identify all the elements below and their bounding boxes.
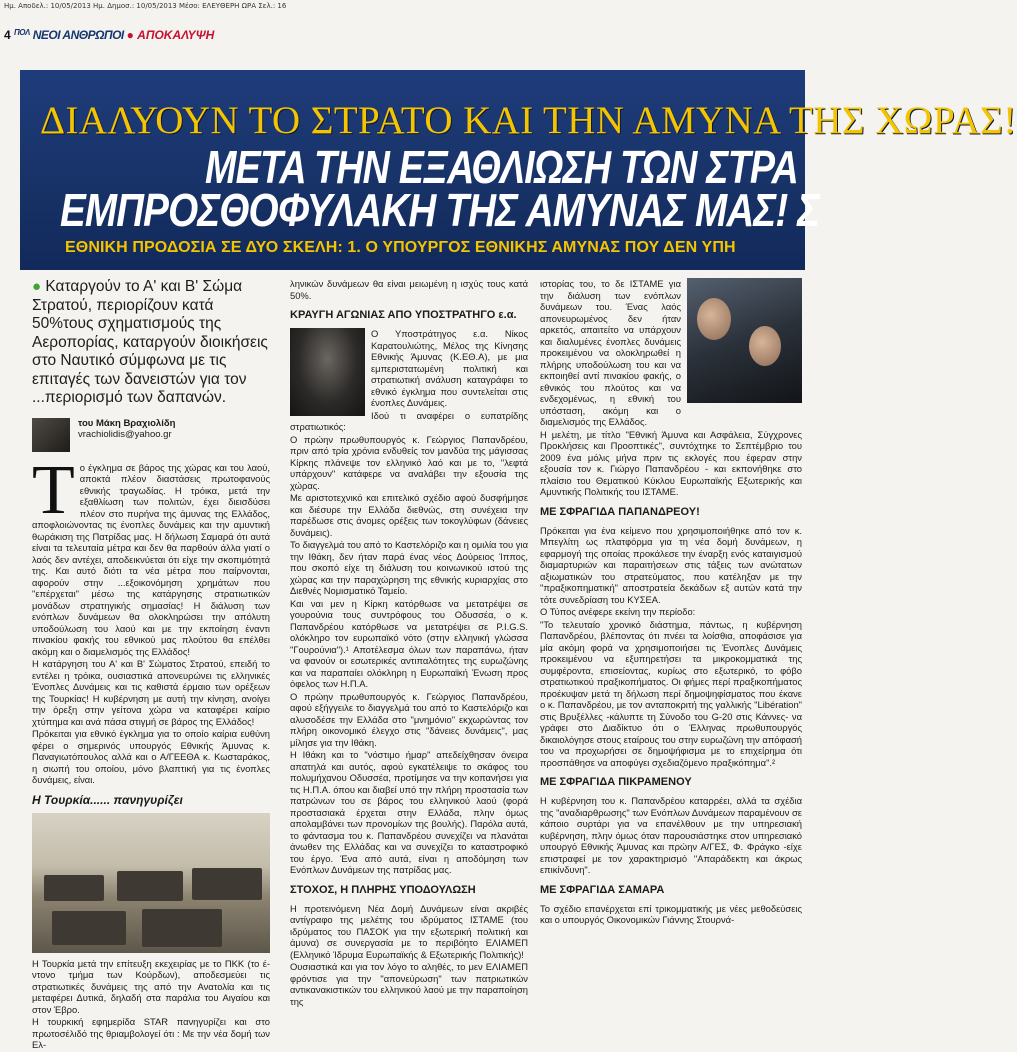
paragraph: Η προτεινόμενη Νέα Δομή Δυνάμεων είναι ακριβές αντίγραφο της μελέτης του ιδρύματος ΙΣΤΑΜΕ (του ιδρύματος του ΠΑΣΟΚ για την εξωτερική πολιτική και άμυνα) σε συνεργασία με το περιβόητο ΕΛΙΑΜΕΠ (Ελληνικό Ίδρυμα Ευρωπαϊκής & Εξωτερικής Πολιτικής)! [290, 902, 528, 960]
paragraph: Η κυβέρνηση του κ. Παπανδρέου καταρρέει, αλλά τα σχέδια της "αναδιαρθρωσης" των Ενόπλων Δυνάμεων παραμένουν σε κάποιο συρτάρι για να επανέλθουν με την υπηρεσιακή κυβέρνηση, πλην όμως όταν παρουσιάστηκε στον υπηρεσιακό υπουργό Εθνικής Άμυνας και πρώην Α/ΓΕΣ, Φ. Φράγκο -είχε επιστραφεί με τον χαρακτηρισμό "Απαράδεκτη και άκρως επικίνδυνη". [540, 795, 802, 875]
author-block [32, 418, 270, 452]
page-number: 4 [4, 28, 11, 42]
paragraph: Η μελέτη, με τίτλο "Εθνική Άμυνα και Ασφάλεια, Σύγχρονες Προκλήσεις και Προοπτικές", συντόχτηκε το Σεπτέμβριο του 2009 ένα μόλις μήνα πριν τις εκλογές που έφεραν στην εξουσία τον κ. Γιώργο Παπανδρέου - και εκπονήθηκε στο πλαίσιο του Θεματικού Κύκλου Ευρωπαϊκής Εξωτερικής και Αμυντικής Πολιτικής του ΙΣΤΑΜΕ. [540, 428, 802, 497]
article-column-3 [540, 278, 802, 927]
section-dot-icon: ● [126, 28, 134, 42]
author-photo [32, 418, 70, 452]
paragraph: ληνικών δυνάμεων θα είναι μειωμένη η ισχύς τους κατά 50%. [290, 278, 528, 301]
paragraph: Με αριστοτεχνικό και επιτελικό σχέδιο αφού δυσφήμησε και διέσυρε την Ελλάδα διεθνώς, στη συνέχεια την παρέδωσε στις άνομες ορέξεις των τοκογλύφων (δάνειες δυνάμεις). [290, 492, 528, 538]
article-column-1 [32, 278, 270, 1052]
author-email[interactable]: vrachiolidis@yahoo.gr [78, 429, 172, 440]
section-bar [4, 28, 214, 42]
bullet-icon: ● [32, 278, 42, 295]
article-column-2 [290, 278, 528, 1008]
photo-caption: Η Τουρκία μετά την επίτευξη εκεχειρίας με το ΠΚΚ (το έ-ντονο τμήμα των Κούρδων), αποδεσμεύει τις στρατιωτικές δυνάμεις της από την Ανατολία και τις μεταφέρει Δυτικά, δηλαδή στα παράλια του Αιγαίου και στον Έβρο. [32, 957, 270, 1015]
headline-line-1: ΔΙΑΛΥΟΥΝ ΤΟ ΣΤΡΑΤΟ ΚΑΙ ΤΗΝ ΑΜΥΝΑ ΤΗΣ ΧΩΡΑΣ! [40, 99, 1017, 142]
politicians-photo [687, 278, 802, 403]
newspaper-name: $^{\Pi O\Lambda}$ ΝΕΟΙ ΑΝΘΡΩΠΟΙ [14, 28, 124, 42]
newspaper-name-sup: ΠΟΛ [14, 28, 30, 37]
subhead-general: ΚΡΑΥΓΗ ΑΓΩΝΙΑΣ ΑΠΟ ΥΠΟΣΤΡΑΤΗΓΟ ε.α. [290, 309, 517, 321]
lede: ● Καταργούν το Α' και Β' Σώμα Στρατού, περιορίζουν κατά 50%τους σχηματισμούς της Αεροπορίας, καταργούν διοικήσεις στο Ναυτικό σύμφωνα με τις επιταγές των δανειστών για τον ...περιορισμό των δαπανών. [32, 278, 268, 406]
paragraph: ιστορίας του, το δε ΙΣΤΑΜΕ για την διάλυση των ενόπλων δυνάμεων του. Ένας λαός απονευρωμένος δεν ήταν αρκετός, απαιτείτο να υπάρχουν και διαλυμένες ένοπλες δυνάμεις προκειμένου να ολοκληρωθεί η πλήρης υποδούλωση του και να εκποιηθεί αντί πινακίου φακής, ο εθνικός του πλούτος και να ενδεχομένως, η εθνική του υπόσταση, ακόμη και ο διαμελισμός της Ελλάδος. [540, 278, 681, 427]
general-photo [290, 328, 365, 416]
paragraph: Τ ο έγκλημα σε βάρος της χώρας και του λαού, αποκτά πλέον διαστάσεις πρωτοφανούς εθνικής τραγωδίας. Η τρόικα, μετά την εξαθλίωση των πολιτών, έχει διεισδύσει πλέον στο πυρήνα της άμυνας της Ελλάδος, αποφλοιώνοντας τις ένοπλες δυνάμεις και την αμυντική θωράκιση της Πατρίδας μας. Η δήλωση Σαμαρά ότι αυτά είναι τα τελευταία μέτρα και δεν θα παρθούν άλλα γιατί ο λαός δεν αντέχει, αποδεικνύεται ότι είχε την σκοπιμότητά της. Και αυτό διότι τα νέα μέτρα που παίρνονται, αφορούν στην ...εξοικονόμηση χρημάτων που "επέρχεται" μέσω της κατάργησης στρατιωτικών μονάδων στρατηγικής σημασίας! Η διάλυση των ενόπλων δυνάμεων θα ολοκληρώσει την απόλυτη υποδούλωση του λαού και με την εκποίηση έναντι πινακίου φακής του εθνικού μας πλούτου θα επέλθει ακόμη και ο διαμελισμός της Ελλάδος! [32, 451, 270, 657]
paragraph: Πρόκειται για εθνικό έγκλημα για το οποίο καίρια ευθύνη φέρει ο σημερινός υπουργός Εθνικής Άμυνας κ. Παναγιωτόπουλος αλλά και ο Α/ΓΕΕΘΑ κ. Κωσταράκος, η σιωπή του οποίου, μόνο βλαπτική για τις ένοπλες δυνάμεις, είναι. [32, 728, 270, 785]
paragraph: Και ναι μεν η Κίρκη κατόρθωσε να μετατρέψει σε γουρούνια τους συντρόφους του Οδυσσέα, ο κ. Παπανδρέου κατόρθωσε να μετατρέψει σε P.I.G.S. ολόκληρο τον ευρωπαϊκό νότο (στην ελληνική γλώσσα "Γουρούνια").¹ Αποτέλεσμα όλων των παραπάνω, ήταν να φανούν οι εσωτερικές αντιπαλότητες της ευρωζώνης και να παραπαίει ολόκληρη η Ευρωπαϊκή Ένωση προς όφελος των Η.Π.Α. [290, 597, 528, 689]
clipping-metadata: Ημ. Αποδελ.: 10/05/2013 Ημ. Δημοσ.: 10/05/2013 Μέσο: ΕΛΕΥΘΕΡΗ ΩΡΑ Σελ.: 16 [4, 2, 287, 10]
paragraph: Ουσιαστικά και για τον λόγο το αληθές, το μεν ΕΛΙΑΜΕΠ φρόντισε για την "απονεύρωση" των πατριωτικών αντικανακιστικών του ελληνικού λαού με την παραποίηση της [290, 961, 528, 1007]
paragraph: Ο πρώην πρωθυπουργός κ. Γεώργιος Παπανδρέου, αφού εξήγγειλε το διαγγελμά του από το Καστελόριζο και αλυσοδέσε την Ελλάδα στο "μνημόνιο" εκχωρώντας τον πλήρη οικονομικό έλεγχο στις "δάνειες δυνάμεις", μας μίλησε για την Ιθάκη. [290, 690, 528, 748]
headline-line-2: ΜΕΤΑ ΤΗΝ ΕΞΑΘΛΙΩΣΗ ΤΩΝ ΣΤΡΑ [205, 141, 798, 193]
subhead-papandreou: ΜΕ ΣΦΡΑΓΙΔΑ ΠΑΠΑΝΔΡΕΟΥ! [540, 505, 700, 518]
subhead-turkey: Η Τουρκία...... πανηγυρίζει [32, 792, 183, 807]
author-name: του Μάκη Βραχιολίδη [78, 417, 176, 429]
drop-cap: Τ [32, 451, 75, 529]
paragraph: Το διαγγελμά του από το Καστελόριζο και η ομιλία του για την Ιθάκη, δεν ήταν παρά ένας νέος Δούρειος Ίππος, που σκοπό είχε τη διάλυση του κοινωνικού ιστού της χώρας και την παραχώρηση της εθνικής κυριαρχίας στο Διεθνές Νομισματικό Ταμείο. [290, 539, 528, 596]
paragraph: "Το τελευταίο χρονικό διάστημα, πάντως, η κυβέρνηση Παπανδρέου, βλέποντας ότι πνέει τα λοίσθια, αποφάσισε για μία ακόμη φορά να χρησιμοποιήσει τις Ένοπλες Δυνάμεις προκειμένου να εξυπηρετήσει τα μικροκομματικά της συμφέροντα, επισείοντας, κυρίως στο εξωτερικό, το φόβο στρατιωτικού πραξικοπήματος. Οι φήμες περί πραξικοπήματος προέκυψαν μετά τη δήλωση περί δημοψηφίσματος που έκανε ο κ. Παπανδρέου, με τον ανταποκριτή της γαλλικής "Libération" στις Βρυξέλλες -κάλυπτε τη Σύνοδο του G-20 στις Κάννες- να γράφει στο Διαδίκτυο ότι ο Έλληνας πρωθυπουργός δικαιολόγησε στους εταίρους του στην ευρωζώνη την απόφασή του να προχωρήσει σε δημοψήφισμα με το επιχείρημα ότι προσπάθησε να αποφύγει σχεδιαζόμενο πραξικόπημα".² [540, 618, 802, 768]
paragraph: Ο Υποστράτηγος ε.α. Νίκος Καρατουλιώτης, Μέλος της Κίνησης Εθνικής Άμυνας (Κ.ΕΘ.Α), με μια εμπεριστατωμένη πολιτική και στρατιωτική ανάλυση καταγράφει το εθνικό έγκλημα που συντελείται στις ένοπλες Δυνάμεις. [371, 328, 528, 408]
subhead-pikramenos: ΜΕ ΣΦΡΑΓΙΔΑ ΠΙΚΡΑΜΕΝΟΥ [540, 776, 692, 788]
section-label: ΑΠΟΚΑΛΥΨΗ [137, 28, 215, 42]
paragraph: Πρόκειται για ένα κείμενο που χρησιμοποιήθηκε από τον κ. Μπεγλίτη ως πλατφόρμα για τη νέα δομή δυνάμεων, η εφαρμογή της οποίας προκάλεσε την έναρξη ενός καταιγισμού διαμαρτυριών και παραιτήσεων στις τάξεις των ανώτατων αξιωματικών του στρατεύματος, που κατέληξαν με την "πραξικοπηματική" αποστρατεία δεκάδων εξ αυτών κατά την τότε συνεδρίαση του ΚΥΣΕΑ. [540, 524, 802, 605]
subhead-goal: ΣΤΟΧΟΣ, Η ΠΛΗΡΗΣ ΥΠΟΔΟΥΛΩΣΗ [290, 883, 476, 896]
paragraph: Η κατάργηση του Α' και Β' Σώματος Στρατού, επειδή το εντέλει η τρόικα, ουσιαστικά απονευρώνει τις ελληνικές Ένοπλες Δυνάμεις και τις καθιστά έρμαιο των ορέξεων της Τουρκίας! Η κυβέρνηση με αυτή την κίνηση, ανοίγει την όρεξη στην γείτονα χώρα να καταφέρει καίριο χτύπημα και ανά πάσα στιγμή σε βάρος της Ελλάδος! [32, 658, 270, 727]
subhead-samaras: ΜΕ ΣΦΡΑΓΙΔΑ ΣΑΜΑΡΑ [540, 883, 665, 896]
paragraph: Το σχέδιο επανέρχεται επί τρικομματικής με νέες μεθοδεύσεις και ο υπουργός Οικονομικών Γιάννης Στουρνά- [540, 902, 802, 925]
headline-subtitle: ΕΘΝΙΚΗ ΠΡΟΔΟΣΙΑ ΣΕ ΔΥΟ ΣΚΕΛΗ: 1. Ο ΥΠΟΥΡΓΟΣ ΕΘΝΙΚΗΣ ΑΜΥΝΑΣ ΠΟΥ ΔΕΝ ΥΠΗ [65, 239, 736, 256]
paragraph: Η Ιθάκη και το "νόστιμο ήμαρ" απεδείχθησαν όνειρα απατηλά και αυτός, αφού εγκατέλειψε το σκάφος του πολυμήχανου Οδυσσέα, προτίμησε να την κοπανήσει για τις Η.Π.Α. όπου και διαβεί υπό την πλήρη προστασία των πατρώνων του σε βάρος του ελληνικού λαού (φορά προστασιακά έρχεται στην Ελλάδα, πλην όμως απολαμβάνει των προνομίων της βουλής). Παρόλα αυτά, το φάντασμα του κ. Παπανδρέου συνεχίζει να πλανάται άνωθεν της Ελλάδας και να συνεχίζει το καταστροφικό του έργο. Ένα από αυτά, είναι η αποδόμηση των Ενόπλων Δυνάμεων της πατρίδας μας. [290, 749, 528, 875]
paragraph: Ο πρώην πρωθυπουργός κ. Γεώργιος Παπανδρέου, πριν από τρία χρόνια ενδυθείς τον μανδύα της μάγισσας Κίρκης πλάνεψε τον ελληνικό λαό και με το, "λεφτά υπάρχουν" κατάφερε να αναλάβει την εξουσία της χώρας. [290, 433, 528, 491]
headline-line-3: ΕΜΠΡΟΣΘΟΦΥΛΑΚΗ ΤΗΣ ΑΜΥΝΑΣ ΜΑΣ! Σ [60, 184, 820, 236]
tanks-photo [32, 813, 270, 953]
paragraph: Η τουρκική εφημερίδα STAR πανηγυρίζει και στο πρωτοσέλιδό της θριαμβολογεί ότι : Με την νέα δομή των Ελ- [32, 1016, 270, 1050]
paragraph: Ο Τύπος ανέφερε εκείνη την περίοδο: [540, 606, 696, 617]
paragraph: Ιδού τι αναφέρει ο ευπατρίδης στρατιωτικός: [290, 409, 528, 432]
